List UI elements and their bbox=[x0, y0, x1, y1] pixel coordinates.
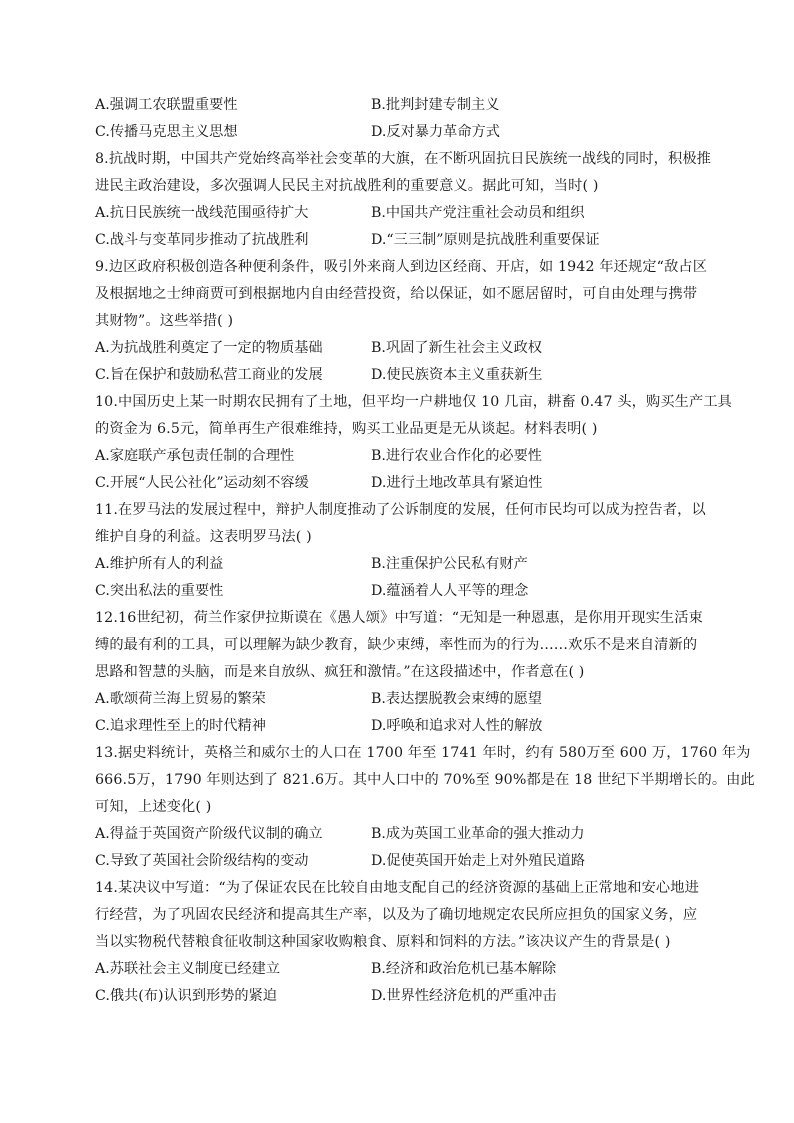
q13-option-d[interactable]: D.促使英国开始走上对外殖民道路 bbox=[371, 853, 586, 869]
q11-option-b[interactable]: B.注重保护公民私有财产 bbox=[371, 556, 528, 572]
q10-option-c[interactable]: C.开展“人民公社化”运动刻不容缓 bbox=[95, 475, 309, 491]
q14-options-row-1 bbox=[95, 956, 705, 983]
q10-options-row-1 bbox=[95, 443, 705, 470]
q7-options-row-2 bbox=[95, 119, 705, 146]
q10-option-b[interactable]: B.进行农业合作化的必要性 bbox=[371, 448, 542, 464]
q9-option-a[interactable]: A.为抗战胜利奠定了一定的物质基础 bbox=[95, 340, 323, 356]
q9-option-d[interactable]: D.使民族资本主义重获新生 bbox=[371, 367, 543, 383]
q11-options-row-1 bbox=[95, 551, 705, 578]
q8-stem-line: 进民主政治建设，多次强调人民民主对抗战胜利的重要意义。据此可知，当时( ) bbox=[95, 178, 599, 194]
q12-option-a[interactable]: A.歌颂荷兰海上贸易的繁荣 bbox=[95, 691, 266, 707]
q7-options-row-1 bbox=[95, 92, 705, 119]
q14-option-a[interactable]: A.苏联社会主义制度已经建立 bbox=[95, 961, 281, 977]
q8-option-b[interactable]: B.中国共产党注重社会动员和组织 bbox=[371, 205, 585, 221]
q14-option-d[interactable]: D.世界性经济危机的严重冲击 bbox=[371, 988, 557, 1004]
q8-option-c[interactable]: C.战斗与变革同步推动了抗战胜利 bbox=[95, 232, 309, 248]
q9-stem-line: 及根据地之士绅商贾可到根据地内自由经营投资，给以保证，如不愿居留时，可自由处理与携带 bbox=[95, 286, 698, 302]
q12-option-b[interactable]: B.表达摆脱教会束缚的愿望 bbox=[371, 691, 542, 707]
q12-options-row-1 bbox=[95, 686, 705, 713]
q14-option-c[interactable]: C.俄共(布)认识到形势的紧迫 bbox=[95, 988, 277, 1004]
q13-stem bbox=[95, 740, 755, 821]
q10-stem-line: 的资金为 6.5元，简单再生产很难维持，购买工业品更是无从谈起。材料表明( ) bbox=[95, 421, 598, 437]
q9-stem bbox=[95, 254, 708, 335]
q7-option-d[interactable]: D.反对暴力革命方式 bbox=[371, 124, 500, 140]
q9-stem-line: 其财物”。这些举措( ) bbox=[95, 313, 234, 329]
q12-stem-line: 12.16世纪初，荷兰作家伊拉斯谟在《愚人颂》中写道：“无知是一种恩惠，是你用开现实生活束 bbox=[95, 610, 703, 626]
q14-options-row-2 bbox=[95, 983, 705, 1010]
q14-stem-line: 行经营，为了巩固农民经济和提高其生产率，以及为了确切地规定农民所应担负的国家义务，应 bbox=[95, 907, 698, 923]
q14-option-b[interactable]: B.经济和政治危机已基本解除 bbox=[371, 961, 557, 977]
q13-stem-line: 可知，上述变化( ) bbox=[95, 799, 212, 815]
q12-stem-line: 思路和智慧的头脑，而是来自放纵、疯狂和激情。”在这段描述中，作者意在( ) bbox=[95, 664, 585, 680]
q12-options-row-2 bbox=[95, 713, 705, 740]
q13-stem-line: 666.5万，1790 年则达到了 821.6万。其中人口中的 70%至 90%都是在 18 世纪下半期增长的。由此 bbox=[95, 772, 755, 788]
q10-option-a[interactable]: A.家庭联产承包责任制的合理性 bbox=[95, 448, 295, 464]
q11-stem bbox=[95, 497, 705, 551]
q11-option-a[interactable]: A.维护所有人的利益 bbox=[95, 556, 224, 572]
q7-option-b[interactable]: B.批判封建专制主义 bbox=[371, 97, 500, 113]
q10-options-row-2 bbox=[95, 470, 705, 497]
q9-option-b[interactable]: B.巩固了新生社会主义政权 bbox=[371, 340, 542, 356]
q9-stem-line: 9.边区政府积极创造各种便利条件，吸引外来商人到边区经商、开店，如 1942 年还规定“敌占区 bbox=[95, 259, 708, 275]
q7-option-c[interactable]: C.传播马克思主义思想 bbox=[95, 124, 238, 140]
q14-stem bbox=[95, 875, 705, 956]
q13-option-a[interactable]: A.得益于英国资产阶级代议制的确立 bbox=[95, 826, 323, 842]
q13-option-b[interactable]: B.成为英国工业革命的强大推动力 bbox=[371, 826, 585, 842]
q11-option-d[interactable]: D.蕴涵着人人平等的理念 bbox=[371, 583, 529, 599]
q14-stem-line: 当以实物税代替粮食征收制这种国家收购粮食、原料和饲料的方法。”该决议产生的背景是( ) bbox=[95, 934, 671, 950]
q13-options-row-1 bbox=[95, 821, 705, 848]
q8-option-d[interactable]: D.“三三制”原则是抗战胜利重要保证 bbox=[371, 232, 600, 248]
q12-stem bbox=[95, 605, 705, 686]
q9-options-row-1 bbox=[95, 335, 705, 362]
q12-option-c[interactable]: C.追求理性至上的时代精神 bbox=[95, 718, 266, 734]
q10-stem bbox=[95, 389, 733, 443]
q11-stem-line: 11.在罗马法的发展过程中，辩护人制度推动了公诉制度的发展，任何市民均可以成为控告者，以 bbox=[95, 502, 706, 518]
exam-page bbox=[95, 92, 755, 1010]
q12-option-d[interactable]: D.呼唤和追求对人性的解放 bbox=[371, 718, 543, 734]
q8-options-row-1 bbox=[95, 200, 705, 227]
q10-option-d[interactable]: D.进行土地改革具有紧迫性 bbox=[371, 475, 543, 491]
q11-option-c[interactable]: C.突出私法的重要性 bbox=[95, 583, 224, 599]
q7-option-a[interactable]: A.强调工农联盟重要性 bbox=[95, 97, 238, 113]
q12-stem-line: 缚的最有利的工具，可以理解为缺少教育，缺少束缚，率性而为的行为……欢乐不是来自清新的 bbox=[95, 637, 698, 653]
q8-options-row-2 bbox=[95, 227, 705, 254]
q10-stem-line: 10.中国历史上某一时期农民拥有了土地，但平均一户耕地仅 10 几亩，耕畜 0.47 头，购买生产工具 bbox=[95, 394, 733, 410]
q9-option-c[interactable]: C.旨在保护和鼓励私营工商业的发展 bbox=[95, 367, 323, 383]
q11-stem-line: 维护自身的利益。这表明罗马法( ) bbox=[95, 529, 312, 545]
q14-stem-line: 14.某决议中写道：“为了保证农民在比较自由地支配自己的经济资源的基础上正常地和安心地进 bbox=[95, 880, 699, 896]
q13-stem-line: 13.据史料统计，英格兰和威尔士的人口在 1700 年至 1741 年时，约有 580万至 600 万，1760 年为 bbox=[95, 745, 751, 761]
q13-option-c[interactable]: C.导致了英国社会阶级结构的变动 bbox=[95, 853, 309, 869]
q13-options-row-2 bbox=[95, 848, 705, 875]
q8-stem bbox=[95, 146, 712, 200]
q11-options-row-2 bbox=[95, 578, 705, 605]
q8-option-a[interactable]: A.抗日民族统一战线范围亟待扩大 bbox=[95, 205, 309, 221]
q9-options-row-2 bbox=[95, 362, 705, 389]
q8-stem-line: 8.抗战时期，中国共产党始终高举社会变革的大旗，在不断巩固抗日民族统一战线的同时，积极推 bbox=[95, 151, 712, 167]
